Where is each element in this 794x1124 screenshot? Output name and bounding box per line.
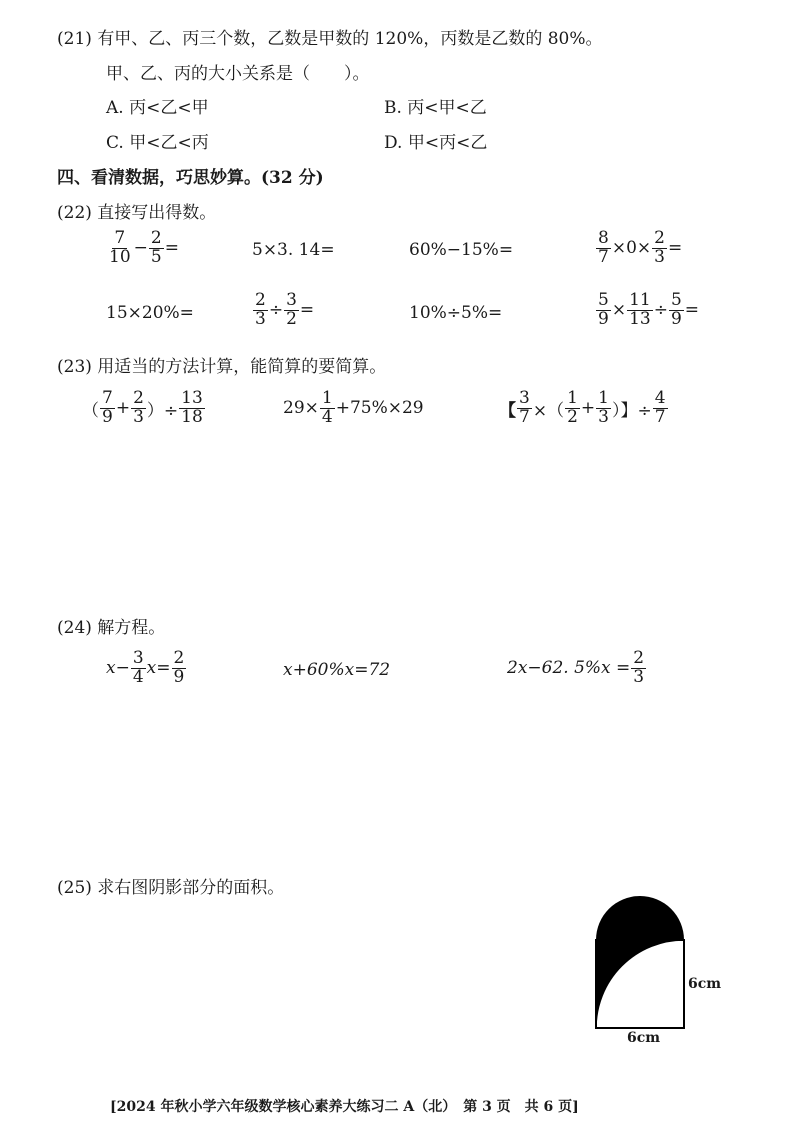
page-footer: [2024 年秋小学六年级数学核心素养大练习二 A（北） 第 3 页 共 6 页] bbox=[110, 1099, 579, 1115]
q21-option-d: D. 甲<丙<乙 bbox=[384, 133, 488, 153]
math-text: 13 bbox=[629, 308, 651, 329]
math-text: = bbox=[299, 300, 315, 321]
q24-equation-2: x+60%x=72 bbox=[283, 660, 391, 680]
q21-number: (21) bbox=[57, 29, 92, 49]
q24-equation-3 bbox=[507, 650, 647, 687]
math-text: 3 bbox=[133, 406, 144, 427]
math-text: 7 bbox=[598, 246, 609, 267]
fraction bbox=[179, 390, 205, 427]
fraction bbox=[652, 230, 667, 267]
math-text: 2 bbox=[633, 648, 645, 668]
math-text: 2 bbox=[150, 228, 162, 248]
top-semicircle-shaded bbox=[596, 896, 684, 940]
q25-prompt: (25) 求右图阴影部分的面积。 bbox=[57, 878, 285, 898]
math-text: 5 bbox=[150, 246, 162, 267]
math-text: 2 bbox=[133, 388, 144, 408]
height-label: 6cm bbox=[688, 976, 722, 992]
math-text: 3 bbox=[255, 308, 266, 329]
math-text: = bbox=[667, 238, 683, 259]
math-text: ）】÷ bbox=[611, 400, 652, 421]
fraction bbox=[172, 650, 187, 687]
lower-shaded-region bbox=[596, 940, 684, 1028]
math-text: = bbox=[684, 300, 700, 321]
math-text: 7 bbox=[114, 228, 126, 248]
math-text: 4 bbox=[654, 388, 666, 408]
q24-equation-1 bbox=[106, 650, 187, 687]
q24-prompt: (24) 解方程。 bbox=[57, 618, 166, 638]
math-text: 29× bbox=[283, 398, 319, 419]
math-text: 2 bbox=[567, 406, 578, 427]
math-text: 1 bbox=[321, 388, 333, 408]
q21-stem-text: 有甲、乙、丙三个数，乙数是甲数的 120%，丙数是乙数的 80%。 bbox=[97, 29, 603, 49]
math-text: = bbox=[164, 238, 179, 259]
math-text: + bbox=[115, 398, 131, 419]
q22-prompt: (22) 直接写出得数。 bbox=[57, 203, 217, 223]
q21-option-b: B. 丙<甲<乙 bbox=[384, 98, 487, 118]
fraction bbox=[627, 292, 653, 329]
math-text: 9 bbox=[173, 666, 185, 687]
fraction bbox=[253, 292, 268, 329]
math-text: 10 bbox=[109, 246, 131, 267]
math-text: 2 bbox=[286, 308, 297, 329]
q22-expr-7: 10%÷5%= bbox=[409, 303, 503, 323]
q22-expr-6 bbox=[252, 292, 314, 329]
math-text: 3 bbox=[654, 246, 665, 267]
math-text: （ bbox=[82, 400, 99, 421]
math-text: 3 bbox=[633, 666, 645, 687]
math-text: 2 bbox=[173, 648, 185, 668]
math-text: ÷ bbox=[653, 300, 668, 321]
q23-expr-2 bbox=[283, 390, 424, 427]
math-text: 3 bbox=[132, 648, 144, 668]
fraction bbox=[131, 390, 146, 427]
math-text: 2x−62. 5%x = bbox=[507, 658, 631, 679]
math-text: 5 bbox=[670, 290, 682, 310]
q21-option-c: C. 甲<乙<丙 bbox=[106, 133, 209, 153]
fraction bbox=[131, 650, 146, 687]
math-text: 9 bbox=[670, 308, 682, 329]
math-text: 8 bbox=[598, 228, 609, 248]
q25-shaded-figure bbox=[580, 895, 780, 1055]
q23-prompt: (23) 用适当的方法计算，能简算的要简算。 bbox=[57, 357, 387, 377]
math-text: x− bbox=[106, 658, 130, 679]
math-text: 4 bbox=[321, 406, 333, 427]
math-text: 2 bbox=[654, 228, 665, 248]
q22-expr-8 bbox=[595, 292, 699, 329]
math-text: ）÷ bbox=[146, 400, 179, 421]
math-text: 11 bbox=[629, 290, 651, 310]
math-text: 7 bbox=[102, 388, 113, 408]
math-text: ×（ bbox=[532, 400, 565, 421]
q22-expr-3: 60%−15%= bbox=[409, 240, 514, 260]
math-text: 1 bbox=[598, 388, 609, 408]
math-text: 13 bbox=[181, 388, 203, 408]
q22-expr-2: 5×3. 14= bbox=[252, 240, 335, 260]
math-text: +75%×29 bbox=[335, 398, 424, 419]
math-text: ×0× bbox=[611, 238, 652, 259]
fraction bbox=[149, 230, 164, 267]
q22-expr-4 bbox=[595, 230, 682, 267]
q23-expr-3 bbox=[499, 390, 669, 427]
math-text: 3 bbox=[519, 388, 530, 408]
math-text: 9 bbox=[102, 406, 113, 427]
fraction bbox=[596, 230, 611, 267]
math-text: 1 bbox=[567, 388, 578, 408]
math-text: 2 bbox=[255, 290, 266, 310]
fraction bbox=[631, 650, 646, 687]
fraction bbox=[320, 390, 335, 427]
math-text: 4 bbox=[132, 666, 144, 687]
math-text: 【 bbox=[499, 400, 516, 421]
math-text: + bbox=[580, 398, 596, 419]
math-text: 3 bbox=[286, 290, 297, 310]
fraction bbox=[669, 292, 684, 329]
math-text: x= bbox=[146, 658, 171, 679]
fraction bbox=[596, 390, 611, 427]
math-text: 9 bbox=[598, 308, 609, 329]
math-text: 7 bbox=[519, 406, 530, 427]
fraction bbox=[284, 292, 299, 329]
section-4-heading: 四、看清数据，巧思妙算。(32 分) bbox=[57, 168, 324, 188]
math-text: 3 bbox=[598, 406, 609, 427]
q23-expr-1 bbox=[82, 390, 206, 427]
math-text: 18 bbox=[181, 406, 203, 427]
q21-option-a: A. 丙<乙<甲 bbox=[106, 98, 209, 118]
math-text: 7 bbox=[654, 406, 666, 427]
math-text: × bbox=[611, 300, 627, 321]
math-text: 5 bbox=[598, 290, 609, 310]
math-text: ÷ bbox=[268, 300, 284, 321]
math-text: − bbox=[133, 238, 148, 259]
fraction bbox=[517, 390, 532, 427]
q22-expr-5: 15×20%= bbox=[106, 303, 194, 323]
fraction bbox=[100, 390, 115, 427]
fraction bbox=[653, 390, 668, 427]
width-label: 6cm bbox=[627, 1030, 661, 1046]
fraction bbox=[565, 390, 580, 427]
q21-stem-line1 bbox=[57, 24, 603, 49]
q22-expr-1 bbox=[106, 230, 179, 267]
fraction bbox=[596, 292, 611, 329]
q21-stem-line2: 甲、乙、丙的大小关系是（ ）。 bbox=[106, 64, 370, 84]
fraction bbox=[107, 230, 133, 267]
